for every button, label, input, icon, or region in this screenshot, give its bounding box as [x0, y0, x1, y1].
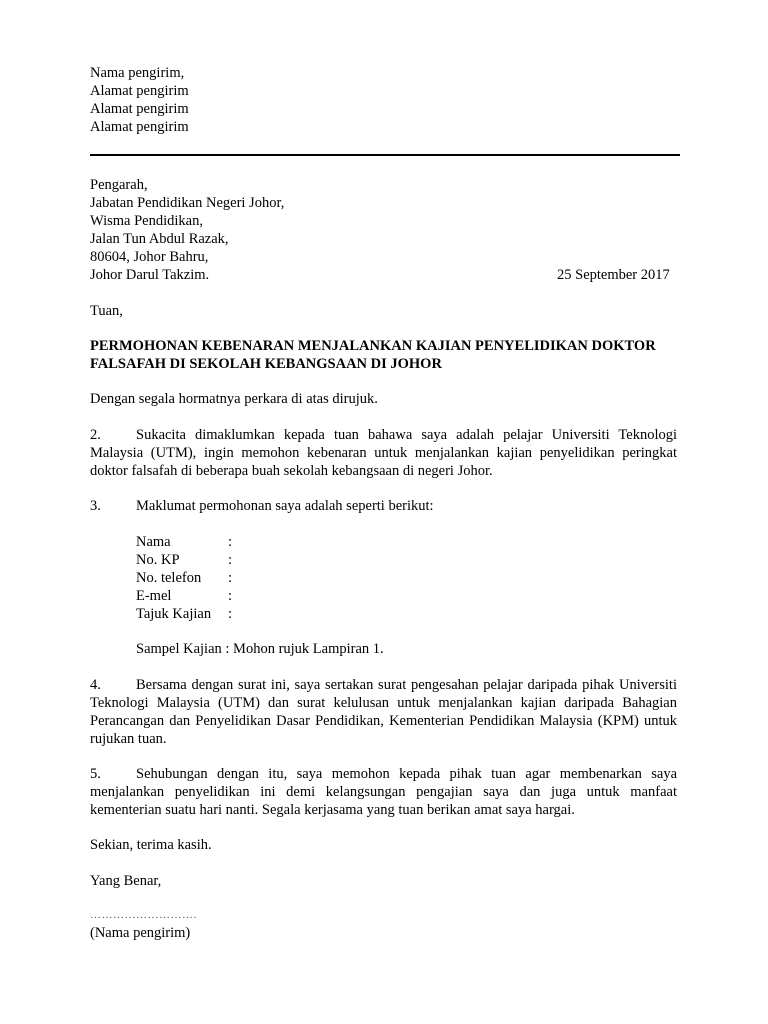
recipient-line: Jabatan Pendidikan Negeri Johor,: [90, 195, 285, 211]
paragraph-number: 4.: [90, 677, 101, 693]
detail-label: Tajuk Kajian: [136, 606, 212, 622]
detail-row: [136, 569, 232, 587]
sample-note: Sampel Kajian : Mohon rujuk Lampiran 1.: [136, 641, 384, 657]
paragraph-4: [90, 676, 677, 748]
recipient-block: [90, 176, 284, 284]
paragraph-number: 3.: [90, 498, 101, 514]
recipient-line: Johor Darul Takzim.: [90, 267, 210, 283]
detail-separator: :: [228, 588, 233, 604]
paragraph-number: 2.: [90, 427, 101, 443]
recipient-line: Jalan Tun Abdul Razak,: [90, 231, 229, 247]
subject-heading: [90, 337, 656, 373]
detail-separator: :: [228, 570, 233, 586]
sender-line: Nama pengirim,: [90, 65, 185, 81]
header-divider: [90, 154, 680, 156]
sender-line: Alamat pengirim: [90, 83, 189, 99]
detail-label: Nama: [136, 534, 171, 550]
detail-row: [136, 533, 232, 551]
paragraph-text: Sukacita dimaklumkan kepada tuan bahawa saya adalah pelajar Universiti Teknologi Malaysia (UTM), ingin memohon kebenaran untuk menjalankan kajian penyelidikan peringkat doktor falsafah di beberapa buah sekolah kebangsaan di negeri Johor.: [90, 427, 677, 479]
sender-line: Alamat pengirim: [90, 101, 189, 117]
paragraph-2: [90, 426, 677, 480]
signer-name: (Nama pengirim): [90, 925, 191, 941]
paragraph-text: Bersama dengan surat ini, saya sertakan surat pengesahan pelajar daripada pihak Universiti Teknologi Malaysia (UTM) dan surat kelulusan untuk menjalankan kajian daripada Bahagian Perancangan dan Penyelidikan Dasar Pendidikan, Kementerian Pendidikan Malaysia (KPM) untuk rujukan tuan.: [90, 677, 677, 747]
detail-separator: :: [228, 606, 233, 622]
detail-separator: :: [228, 534, 233, 550]
applicant-details: [136, 533, 232, 623]
opening-line: Dengan segala hormatnya perkara di atas dirujuk.: [90, 391, 378, 407]
signature-line: ……………………….: [90, 909, 197, 921]
subject-line: PERMOHONAN KEBENARAN MENJALANKAN KAJIAN PENYELIDIKAN DOKTOR: [90, 338, 656, 354]
paragraph-number: 5.: [90, 766, 101, 782]
detail-row: [136, 551, 232, 569]
recipient-line: Wisma Pendidikan,: [90, 213, 203, 229]
sender-block: [90, 64, 189, 136]
subject-line: FALSAFAH DI SEKOLAH KEBANGSAAN DI JOHOR: [90, 356, 442, 372]
paragraph-3: [90, 497, 434, 515]
detail-label: No. telefon: [136, 570, 202, 586]
detail-row: [136, 605, 232, 623]
detail-label: No. KP: [136, 552, 180, 568]
letter-date: 25 September 2017: [557, 267, 670, 283]
paragraph-text: Maklumat permohonan saya adalah seperti berikut:: [136, 498, 434, 514]
sign-off: Yang Benar,: [90, 873, 162, 889]
detail-label: E-mel: [136, 588, 172, 604]
closing-line: Sekian, terima kasih.: [90, 837, 212, 853]
recipient-line: 80604, Johor Bahru,: [90, 249, 209, 265]
paragraph-5: [90, 765, 677, 819]
paragraph-text: Sehubungan dengan itu, saya memohon kepada pihak tuan agar membenarkan saya menjalankan penyelidikan ini demi kelangsungan pengajian saya dan juga untuk manfaat kementerian suatu hari nanti. Segala kerjasama yang tuan berikan amat saya hargai.: [90, 766, 677, 818]
recipient-line: Pengarah,: [90, 177, 148, 193]
sender-line: Alamat pengirim: [90, 119, 189, 135]
detail-separator: :: [228, 552, 233, 568]
salutation: Tuan,: [90, 303, 123, 319]
detail-row: [136, 587, 232, 605]
